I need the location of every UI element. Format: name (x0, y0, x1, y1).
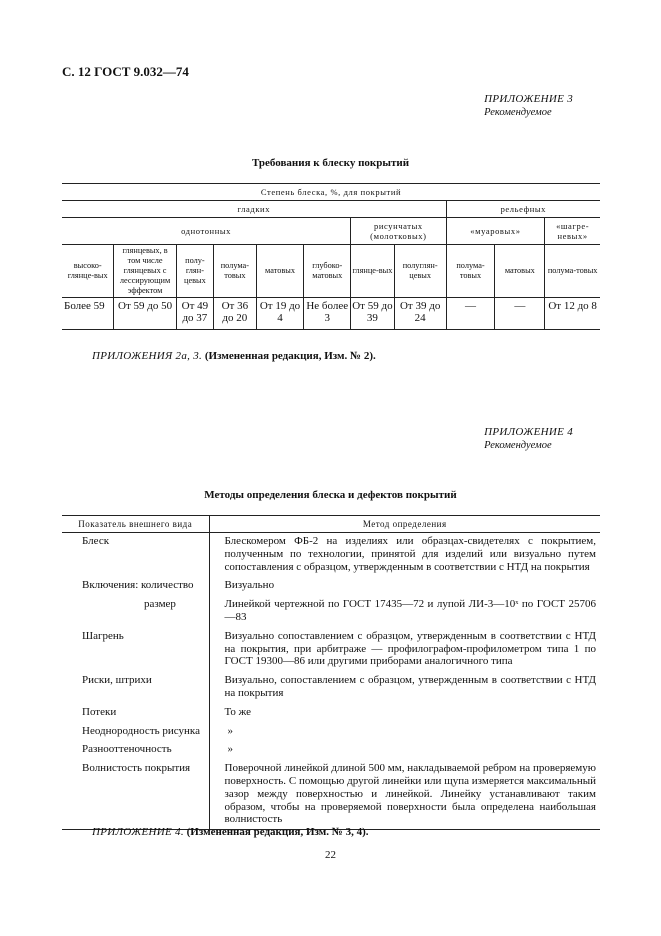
column-header: полуглян-цевых (394, 245, 446, 298)
table-row (62, 704, 600, 723)
column-header: глянцевых, в том числе глянцевых с лессирующим эффектом (114, 245, 176, 298)
table-cell: Не более 3 (304, 298, 351, 330)
indicator-cell: Шагрень (62, 628, 209, 672)
column-header: глубоко-матовых (304, 245, 351, 298)
table-cell: От 36 до 20 (214, 298, 257, 330)
header-smooth: гладких (62, 201, 446, 218)
method-cell: Визуально, сопоставлением с образцом, утвержденным в соответствии с НТД на покрытия (224, 674, 596, 699)
indicator-cell: Потеки (62, 704, 209, 723)
note1-text: (Измененная редакция, Изм. № 2). (204, 350, 376, 362)
page-header: С. 12 ГОСТ 9.032—74 (62, 64, 189, 79)
column-header: полума-товых (214, 245, 257, 298)
table-row (62, 298, 600, 330)
column-header: полума-товых (545, 245, 600, 298)
table1-title: Требования к блеску покрытий (251, 157, 410, 169)
method-cell: » (227, 724, 233, 737)
header-relief: рельефных (446, 201, 600, 218)
column-header: высоко-глянце-вых (62, 245, 114, 298)
header-gloss-degree: Степень блеска, %, для покрытий (62, 184, 600, 201)
column-header: полу-глян-цевых (176, 245, 213, 298)
appendix-3-subtitle: Рекомендуемое (484, 107, 552, 118)
table-cell: Более 59 (62, 298, 114, 330)
page-number: 22 (325, 849, 336, 861)
appendix-3-label (484, 93, 573, 119)
table-row (62, 672, 600, 704)
column-header: матовых (256, 245, 304, 298)
method-cell: Блескомером ФБ-2 на изделиях или образцах-свидетелях с покрытием, полученным по технологии, принятой для изделий или визуально путем сопоставления с образцом, утвержденным в соответствии с НТД на покрытия (224, 535, 596, 573)
table-cell: От 39 до 24 (394, 298, 446, 330)
gloss-requirements-table (62, 183, 600, 330)
column-header: полума-товых (446, 245, 495, 298)
appendix-3-title: ПРИЛОЖЕНИЕ 3 (484, 93, 573, 105)
indicator-cell: Разнооттеночность (62, 741, 209, 760)
table-row (62, 723, 600, 742)
header-patterned: рисунчатых (молотковых) (351, 218, 447, 245)
revision-note-2 (92, 826, 369, 838)
indicator-cell: Неоднородность рисунка (62, 723, 209, 742)
table-row (62, 577, 600, 596)
method-cell: Визуально сопоставлением с образцом, утвержденным в соответствии с НТД на покрытия, при арбитраже — профилографом-профилометром типа 1 по ГОСТ 19300—86 или другими приборами аналогичного типа (224, 629, 596, 668)
indicator-cell: Волнистость покрытия (62, 760, 209, 829)
method-cell: » (227, 743, 233, 756)
header-moire: «муаровых» (446, 218, 545, 245)
note1-ref: ПРИЛОЖЕНИЯ 2а, 3. (92, 350, 203, 362)
table-cell: От 19 до 4 (256, 298, 304, 330)
table-cell: — (495, 298, 545, 330)
indicator-cell: Включения: количество (62, 577, 209, 596)
note2-ref: ПРИЛОЖЕНИЕ 4. (92, 826, 184, 838)
method-cell: Поверочной линейкой длиной 500 мм, накладываемой ребром на проверяемую поверхность. С помощью другой линейки или щупа измеряется максимальный зазор между поверхностью и линейкой. Линейку устанавливают таким образом, чтобы на проверяемой поверхности была определена наибольшая волнистость (209, 760, 600, 829)
table-row (62, 596, 600, 628)
indicator-cell: Блеск (62, 533, 209, 578)
column-header: глянце-вых (351, 245, 395, 298)
appendix-4-label (484, 426, 573, 452)
table-cell: От 12 до 8 (545, 298, 600, 330)
table-cell: — (446, 298, 495, 330)
table-row (62, 628, 600, 672)
method-cell: То же (224, 705, 251, 718)
table-row (62, 760, 600, 829)
header-plain: однотонных (62, 218, 351, 245)
table-row (62, 533, 600, 578)
column-header-method: Метод определения (209, 516, 600, 533)
note2-text: (Измененная редакция, Изм. № 3, 4). (186, 826, 369, 838)
table-cell: От 59 до 50 (114, 298, 176, 330)
method-cell: Линейкой чертежной по ГОСТ 17435—72 и лупой ЛИ-3—10ˣ по ГОСТ 25706—83 (224, 598, 596, 623)
header-shagreen: «шагре-невых» (545, 218, 600, 245)
method-cell: Визуально (224, 579, 275, 592)
revision-note-1 (92, 350, 376, 362)
indicator-cell: размер (62, 596, 209, 628)
appendix-4-subtitle: Рекомендуемое (484, 440, 552, 451)
table-cell: От 49 до 37 (176, 298, 213, 330)
column-header: матовых (495, 245, 545, 298)
indicator-cell: Риски, штрихи (62, 672, 209, 704)
appendix-4-title: ПРИЛОЖЕНИЕ 4 (484, 426, 573, 438)
table2-title: Методы определения блеска и дефектов покрытий (204, 489, 457, 501)
table-cell: От 59 до 39 (351, 298, 395, 330)
table-row (62, 741, 600, 760)
column-header-indicator: Показатель внешнего вида (62, 516, 209, 533)
methods-table (62, 515, 600, 830)
